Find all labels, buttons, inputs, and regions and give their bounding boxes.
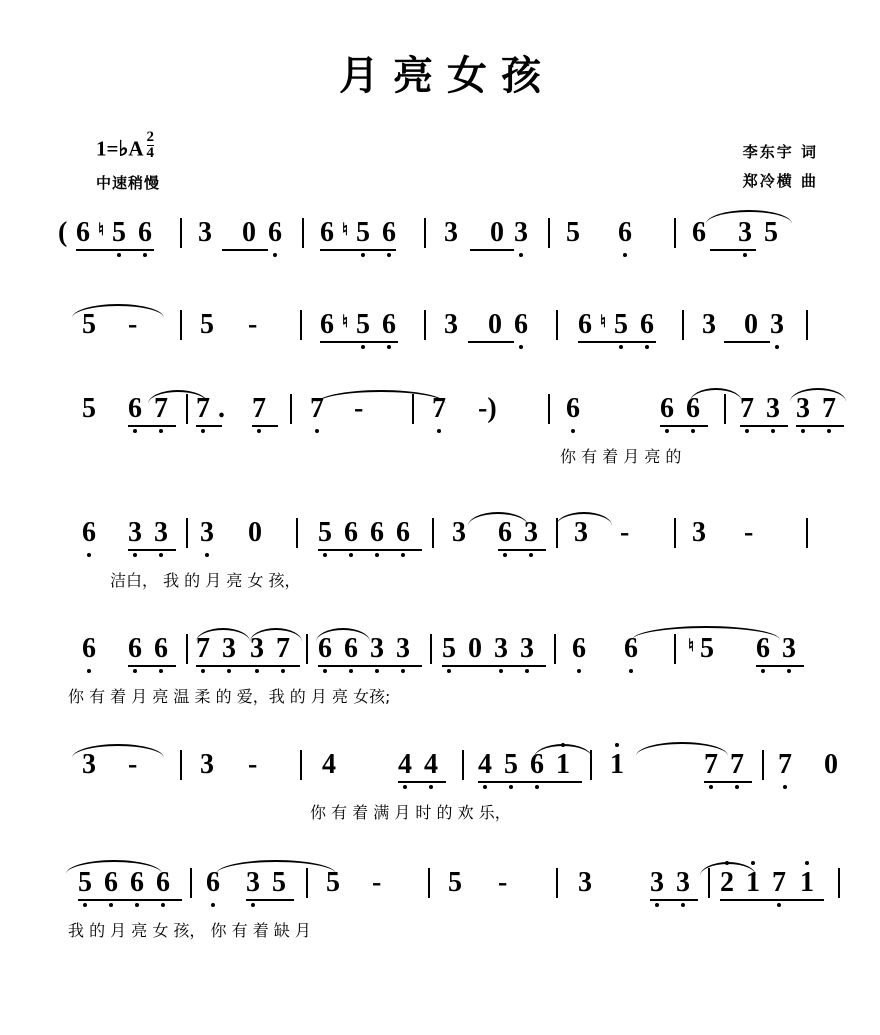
note: 6	[382, 309, 396, 340]
note: 3	[200, 517, 214, 548]
beam	[724, 341, 770, 343]
note: 5	[272, 867, 286, 898]
note: 3	[770, 309, 784, 340]
note: 6	[82, 517, 96, 548]
barline	[674, 518, 676, 548]
lyric-row-4	[0, 568, 880, 598]
note: 7	[730, 749, 744, 780]
note: 6	[206, 867, 220, 898]
note: 5	[700, 633, 714, 664]
barline	[548, 394, 550, 424]
note: 6	[76, 217, 90, 248]
beam	[76, 249, 154, 251]
note: 6	[320, 309, 334, 340]
composer-credit: 郑冷横 曲	[742, 172, 818, 190]
note: 3	[578, 867, 592, 898]
notation-row-1	[0, 216, 880, 268]
note: 3	[796, 393, 810, 424]
lyric-text: 你 有 着 月 亮 的	[560, 447, 682, 466]
lyric-row-3	[0, 444, 880, 474]
music-system-2	[0, 308, 880, 390]
lyric-text: 我 的 月 亮 女 孩， 你 有 着 缺 月	[68, 921, 311, 940]
note: 6	[624, 633, 638, 664]
note: -	[248, 749, 258, 780]
lyric-row-5	[0, 684, 880, 714]
note: 5	[356, 309, 370, 340]
note: -	[744, 517, 754, 548]
barline	[674, 218, 676, 248]
note: -	[498, 867, 508, 898]
note: 3	[250, 633, 264, 664]
barline	[554, 634, 556, 664]
notation-row-3	[0, 392, 880, 444]
note: 7	[252, 393, 266, 424]
beam	[796, 425, 844, 427]
key-signature	[96, 130, 154, 162]
notation-row-5	[0, 632, 880, 684]
notation-row-7	[0, 866, 880, 918]
note: 2	[720, 867, 734, 898]
barline	[180, 218, 182, 248]
note: 3	[514, 217, 528, 248]
note: 3	[524, 517, 538, 548]
note: 6	[318, 633, 332, 664]
barline	[424, 310, 426, 340]
note: 3	[692, 517, 706, 548]
note: 0	[824, 749, 838, 780]
music-system-5	[0, 632, 880, 714]
beam	[650, 899, 698, 901]
note: 3	[766, 393, 780, 424]
note: 6	[756, 633, 770, 664]
beam	[246, 899, 294, 901]
lyric-row-1	[0, 268, 880, 298]
barline	[556, 518, 558, 548]
note: 6	[572, 633, 586, 664]
note: 3	[782, 633, 796, 664]
beam	[442, 665, 546, 667]
music-system-4	[0, 516, 880, 598]
note: 7	[432, 393, 446, 424]
note: 6	[154, 633, 168, 664]
beam	[478, 781, 582, 783]
barline	[432, 518, 434, 548]
barline	[424, 218, 426, 248]
time-signature-denominator: 4	[146, 145, 155, 162]
note: 6	[660, 393, 674, 424]
slur	[316, 390, 446, 404]
note: 6	[344, 517, 358, 548]
note: 4	[478, 749, 492, 780]
note: 3	[520, 633, 534, 664]
barline	[674, 634, 676, 664]
barline	[186, 394, 188, 424]
note: 6	[344, 633, 358, 664]
barline	[556, 310, 558, 340]
note: 0	[488, 309, 502, 340]
note: 5	[82, 393, 96, 424]
note: 1	[610, 749, 624, 780]
note: 6	[128, 393, 142, 424]
note: 4	[398, 749, 412, 780]
notation-row-2	[0, 308, 880, 360]
lyric-text: 你 有 着 满 月 时 的 欢 乐，	[310, 803, 511, 822]
note: 5	[326, 867, 340, 898]
note: -	[354, 393, 364, 424]
note: 1	[746, 867, 760, 898]
barline	[462, 750, 464, 780]
note: 6	[138, 217, 152, 248]
barline	[300, 310, 302, 340]
note: 6	[156, 867, 170, 898]
note: 3	[198, 217, 212, 248]
beam	[196, 425, 222, 427]
note: 3	[246, 867, 260, 898]
note: 6	[618, 217, 632, 248]
credits	[743, 138, 818, 196]
grace-note: ♮	[688, 636, 695, 655]
barline	[806, 310, 808, 340]
grace-note: ♮	[342, 220, 349, 239]
beam	[318, 665, 422, 667]
lyric-text: 洁白， 我 的 月 亮 女 孩，	[110, 571, 301, 590]
note: 6	[130, 867, 144, 898]
barline	[556, 868, 558, 898]
lyricist-credit: 李东宇 词	[742, 143, 818, 161]
beam	[318, 549, 422, 551]
barline	[302, 218, 304, 248]
page-title: 月亮女孩	[339, 52, 555, 99]
barline	[180, 750, 182, 780]
note: 6	[514, 309, 528, 340]
beam	[704, 781, 752, 783]
beam	[498, 549, 546, 551]
beam	[128, 665, 176, 667]
music-system-7	[0, 866, 880, 948]
note: 3	[494, 633, 508, 664]
note: 7	[778, 749, 792, 780]
note: 7	[154, 393, 168, 424]
note: 5	[82, 309, 96, 340]
note: 5	[318, 517, 332, 548]
note: 7	[310, 393, 324, 424]
note: 3	[154, 517, 168, 548]
barline	[682, 310, 684, 340]
barline	[806, 518, 808, 548]
note: 3	[444, 309, 458, 340]
note: 6	[370, 517, 384, 548]
note: 5	[614, 309, 628, 340]
beam	[320, 341, 398, 343]
note: 3	[574, 517, 588, 548]
note: 6	[530, 749, 544, 780]
note: 0	[468, 633, 482, 664]
note: 5	[566, 217, 580, 248]
music-system-1	[0, 216, 880, 298]
time-signature	[147, 130, 155, 162]
barline	[548, 218, 550, 248]
barline	[708, 868, 710, 898]
note: 5	[356, 217, 370, 248]
beam	[320, 249, 396, 251]
note: 6	[498, 517, 512, 548]
barline	[306, 868, 308, 898]
barline	[186, 634, 188, 664]
barline	[180, 310, 182, 340]
note: 3	[650, 867, 664, 898]
time-signature-numerator: 2	[146, 129, 155, 145]
grace-note: ♮	[98, 220, 105, 239]
note: 7	[196, 393, 210, 424]
beam	[740, 425, 788, 427]
note: 0	[490, 217, 504, 248]
note: 7	[276, 633, 290, 664]
beam	[710, 249, 756, 251]
note: 3	[452, 517, 466, 548]
note: 3	[738, 217, 752, 248]
note: 3	[82, 749, 96, 780]
barline	[412, 394, 414, 424]
note: 7	[740, 393, 754, 424]
music-system-3	[0, 392, 880, 474]
note: 1	[556, 749, 570, 780]
note: 5	[448, 867, 462, 898]
note: 5	[504, 749, 518, 780]
note: -	[248, 309, 258, 340]
note: 6	[396, 517, 410, 548]
note: -	[620, 517, 630, 548]
note: 0	[242, 217, 256, 248]
note: 6	[82, 633, 96, 664]
grace-note: ♮	[600, 312, 607, 331]
note: 3	[370, 633, 384, 664]
note: 6	[320, 217, 334, 248]
note: 3	[128, 517, 142, 548]
beam	[398, 781, 446, 783]
note: 6	[128, 633, 142, 664]
note: 6	[692, 217, 706, 248]
beam	[470, 249, 514, 251]
beam	[660, 425, 708, 427]
note: -	[128, 749, 138, 780]
note: -)	[478, 393, 497, 424]
note: 7	[772, 867, 786, 898]
note: 3	[396, 633, 410, 664]
note: 7	[196, 633, 210, 664]
note: 6	[268, 217, 282, 248]
note: 3	[222, 633, 236, 664]
note: 6	[578, 309, 592, 340]
note: 1	[800, 867, 814, 898]
barline	[590, 750, 592, 780]
beam	[222, 249, 268, 251]
music-system-6	[0, 748, 880, 830]
note: -	[128, 309, 138, 340]
notation-row-6	[0, 748, 880, 800]
barline	[762, 750, 764, 780]
key-signature-text: 1=♭A	[96, 136, 144, 161]
note: 3	[444, 217, 458, 248]
note: 7	[704, 749, 718, 780]
lyric-row-7	[0, 918, 880, 948]
barline	[306, 634, 308, 664]
grace-note: ♮	[342, 312, 349, 331]
lyric-text: 你 有 着 月 亮 温 柔 的 爱，我 的 月 亮 女孩;	[68, 687, 391, 706]
note: 5	[112, 217, 126, 248]
notation-row-4	[0, 516, 880, 568]
lyric-row-2	[0, 360, 880, 390]
note: 6	[382, 217, 396, 248]
beam	[720, 899, 824, 901]
note: 3	[200, 749, 214, 780]
note: 6	[640, 309, 654, 340]
beam	[468, 341, 514, 343]
note: .	[218, 393, 225, 424]
barline	[430, 634, 432, 664]
barline	[838, 868, 840, 898]
note: 6	[686, 393, 700, 424]
note: 6	[566, 393, 580, 424]
tempo-marking: 中速稍慢	[96, 174, 161, 192]
barline	[186, 518, 188, 548]
note: 4	[322, 749, 336, 780]
note: 0	[744, 309, 758, 340]
note: 6	[104, 867, 118, 898]
note: (	[58, 217, 68, 248]
beam	[756, 665, 804, 667]
beam	[252, 425, 278, 427]
beam	[128, 425, 176, 427]
note: 7	[822, 393, 836, 424]
note: 3	[676, 867, 690, 898]
barline	[300, 750, 302, 780]
beam	[128, 549, 176, 551]
barline	[428, 868, 430, 898]
note: 4	[424, 749, 438, 780]
barline	[296, 518, 298, 548]
note: 5	[78, 867, 92, 898]
barline	[724, 394, 726, 424]
beam	[578, 341, 656, 343]
note: 5	[200, 309, 214, 340]
lyric-row-6	[0, 800, 880, 830]
note: 3	[702, 309, 716, 340]
note: 5	[442, 633, 456, 664]
note: 5	[764, 217, 778, 248]
note: 0	[248, 517, 262, 548]
barline	[190, 868, 192, 898]
note: -	[372, 867, 382, 898]
beam	[196, 665, 300, 667]
barline	[290, 394, 292, 424]
beam	[78, 899, 182, 901]
